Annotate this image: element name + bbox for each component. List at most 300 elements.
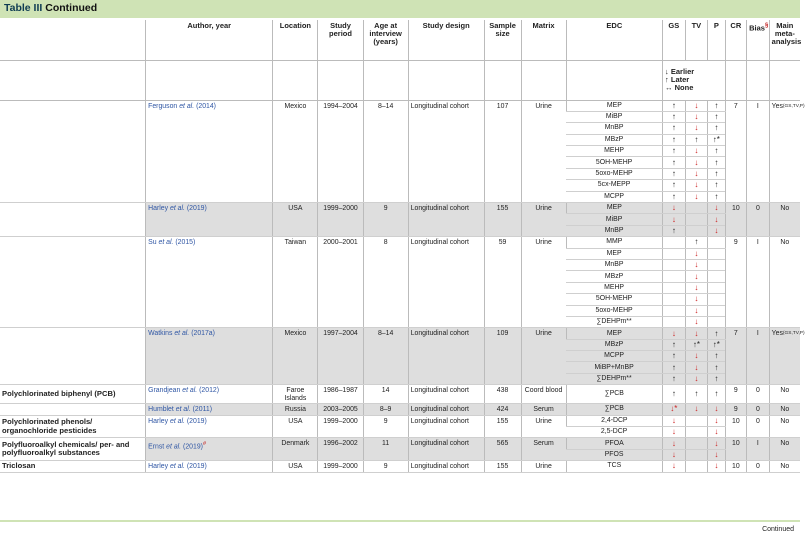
trend-arrow: ↓ <box>694 271 699 281</box>
trend-cell <box>663 305 686 316</box>
study-location: USA <box>273 415 318 438</box>
trend-arrow: ↓ <box>694 169 699 179</box>
study-age: 8–9 <box>363 404 408 415</box>
study-matrix: Urine <box>521 328 566 385</box>
trend-cell <box>663 191 686 202</box>
trend-arrow: ↓ <box>714 404 719 414</box>
edc-name: MCPP <box>566 191 662 202</box>
trend-cell <box>685 248 708 259</box>
trend-cell <box>685 362 708 373</box>
trend-arrow: ↑* <box>712 134 720 144</box>
trend-arrow: ↑ <box>671 100 676 110</box>
study-design: Longitudinal cohort <box>408 404 484 415</box>
edc-row <box>0 415 800 426</box>
study-period: 2003–2005 <box>318 404 363 415</box>
table-title <box>4 2 97 14</box>
trend-cell <box>663 339 686 350</box>
sample-size: 155 <box>484 461 521 472</box>
edc-name: PFOA <box>566 438 662 449</box>
sample-size: 565 <box>484 438 521 461</box>
meta-value: No <box>780 239 790 247</box>
edc-name: PFOS <box>566 449 662 460</box>
trend-arrow: ↓ <box>694 374 699 384</box>
trend-arrow: ↓ <box>671 461 676 471</box>
trend-cell <box>685 100 708 111</box>
trend-arrow: ↓ <box>671 450 676 460</box>
trend-cell <box>685 214 708 225</box>
header-tv: TV <box>685 20 708 60</box>
trend-arrow: ↑ <box>714 146 719 156</box>
trend-cell <box>685 461 708 472</box>
trend-cell <box>708 351 725 362</box>
cr-score: 10 <box>725 438 747 461</box>
trend-arrow: ↓ <box>694 180 699 190</box>
trend-arrow: ↑ <box>714 191 719 201</box>
sample-size: 438 <box>484 385 521 404</box>
trend-cell <box>663 111 686 122</box>
trend-cell <box>685 427 708 438</box>
trend-cell <box>685 373 708 384</box>
study-period: 1999–2000 <box>318 461 363 472</box>
trend-arrow: ↓ <box>671 438 676 448</box>
trend-cell <box>663 203 686 214</box>
edc-name: MiBP+MnBP <box>566 362 662 373</box>
legend-later: ↑ Later <box>665 75 690 84</box>
author-year: (2019) <box>186 417 207 425</box>
trend-cell <box>708 237 725 248</box>
study-design: Longitudinal cohort <box>408 203 484 237</box>
trend-cell <box>663 146 686 157</box>
edc-name: MiBP <box>566 111 662 122</box>
edc-name: MEP <box>566 100 662 111</box>
chemical-class <box>0 237 146 328</box>
edc-name: MCPP <box>566 351 662 362</box>
bias-score: I <box>747 438 770 461</box>
cr-score: 9 <box>725 237 747 328</box>
header-bias <box>747 20 770 60</box>
study-group <box>0 461 800 472</box>
edc-name: MnBP <box>566 123 662 134</box>
trend-cell <box>708 362 725 373</box>
cr-score: 10 <box>725 461 747 472</box>
trend-arrow: ↓ <box>714 214 719 224</box>
author-year: (2015) <box>175 239 196 247</box>
trend-cell <box>685 271 708 282</box>
bias-score: 0 <box>747 203 770 237</box>
bias-score: I <box>747 100 770 203</box>
trend-cell <box>685 449 708 460</box>
author-name: Humblet <box>148 406 174 414</box>
edc-row <box>0 237 800 248</box>
study-author <box>146 328 273 385</box>
author-year: (2019) <box>186 205 207 213</box>
edc-name: MBzP <box>566 339 662 350</box>
trend-arrow: ↓ <box>714 461 719 471</box>
trend-cell <box>708 203 725 214</box>
table-title-bar <box>0 0 800 18</box>
trend-cell <box>663 316 686 327</box>
study-location: Denmark <box>273 438 318 461</box>
author-etal: et al. <box>166 443 182 451</box>
author-etal: et al. <box>175 406 191 414</box>
trend-cell <box>663 385 686 404</box>
trend-cell <box>708 404 725 415</box>
meta-value: No <box>780 440 790 448</box>
header-age: Age at interview (years) <box>363 20 408 60</box>
trend-arrow: ↓ <box>714 438 719 448</box>
edc-name: 2,4-DCP <box>566 415 662 426</box>
edc-name: MnBP <box>566 259 662 270</box>
study-group <box>0 203 800 237</box>
trend-cell <box>708 191 725 202</box>
edc-row <box>0 461 800 472</box>
legend-row <box>0 60 800 100</box>
meta-value: No <box>780 463 790 471</box>
cr-score: 10 <box>725 203 747 237</box>
study-period: 2000–2001 <box>318 237 363 328</box>
trend-arrow: ↓ <box>714 203 719 213</box>
cr-score: 10 <box>725 415 747 438</box>
header-location: Location <box>273 20 318 60</box>
trend-arrow: ↓ <box>694 294 699 304</box>
chemical-class: Triclosan <box>0 461 146 472</box>
study-design: Longitudinal cohort <box>408 237 484 328</box>
edc-name: 5oxo-MEHP <box>566 305 662 316</box>
author-year: (2017a) <box>191 330 215 338</box>
trend-arrow: ↓ <box>671 415 676 425</box>
edc-name: 5cx-MEPP <box>566 180 662 191</box>
cr-score: 7 <box>725 100 747 203</box>
trend-arrow: ↓ <box>694 123 699 133</box>
study-age: 9 <box>363 415 408 438</box>
meta-value: No <box>780 417 790 425</box>
trend-arrow: ↑ <box>671 146 676 156</box>
cr-score: 9 <box>725 404 747 415</box>
edc-name: MBzP <box>566 271 662 282</box>
trend-cell <box>685 259 708 270</box>
author-name: Su <box>148 239 157 247</box>
trend-cell <box>685 316 708 327</box>
meta-analysis <box>769 415 800 438</box>
study-matrix: Urine <box>521 461 566 472</box>
trend-cell <box>663 294 686 305</box>
trend-cell <box>663 259 686 270</box>
header-period: Study period <box>318 20 363 60</box>
trend-cell <box>708 157 725 168</box>
trend-cell <box>685 123 708 134</box>
author-etal: et al. <box>179 102 195 110</box>
study-period: 1996–2002 <box>318 438 363 461</box>
trend-cell <box>708 168 725 179</box>
sample-size: 59 <box>484 237 521 328</box>
trend-cell <box>708 282 725 293</box>
author-etal: et al. <box>169 417 185 425</box>
edc-name: MEHP <box>566 146 662 157</box>
author-name: Ferguson <box>148 102 178 110</box>
trend-arrow: ↓ <box>694 157 699 167</box>
sample-size: 155 <box>484 415 521 438</box>
trend-cell <box>663 134 686 145</box>
edc-row <box>0 100 800 111</box>
study-group <box>0 404 800 415</box>
trend-cell <box>685 328 708 339</box>
trend-arrow: ↓ <box>694 404 699 414</box>
header-design: Study design <box>408 20 484 60</box>
edc-name: ∑PCB <box>566 385 662 404</box>
study-matrix: Urine <box>521 203 566 237</box>
header-bias-label: Bias <box>749 23 765 33</box>
trend-arrow: ↑ <box>714 112 719 122</box>
header-cr: CR <box>725 20 747 60</box>
study-design: Longitudinal cohort <box>408 438 484 461</box>
trend-cell <box>663 461 686 472</box>
trend-arrow: ↓ <box>694 317 699 327</box>
study-group <box>0 328 805 385</box>
study-period: 1999–2000 <box>318 415 363 438</box>
chemical-class <box>0 404 146 415</box>
header-sample-size: Sample size <box>484 20 521 60</box>
trend-arrow: ↓ <box>694 328 699 338</box>
trend-arrow: ↑ <box>671 191 676 201</box>
trend-arrow: ↓ <box>694 100 699 110</box>
trend-cell <box>663 271 686 282</box>
trend-cell <box>685 415 708 426</box>
header-author: Author, year <box>146 20 273 60</box>
chemical-class: Polychlorinated biphenyl (PCB) <box>0 385 146 404</box>
meta-analysis <box>769 461 800 472</box>
study-period: 1994–2004 <box>318 100 363 203</box>
study-design: Longitudinal cohort <box>408 385 484 404</box>
study-matrix: Serum <box>521 438 566 461</box>
trend-cell <box>708 461 725 472</box>
study-location: Mexico <box>273 100 318 203</box>
trend-arrow: ↑ <box>714 351 719 361</box>
author-etal: et al. <box>169 205 185 213</box>
trend-cell <box>685 237 708 248</box>
trend-cell <box>663 328 686 339</box>
study-group <box>0 237 800 328</box>
author-year: (2011) <box>192 406 213 414</box>
meta-analysis <box>769 237 800 328</box>
trend-cell <box>685 180 708 191</box>
meta-value: No <box>780 406 790 414</box>
edc-name: TCS <box>566 461 662 472</box>
header-bias-mark: § <box>764 23 769 29</box>
edc-name: ∑DEHPm** <box>566 373 662 384</box>
author-etal: et al. <box>174 330 190 338</box>
trend-arrow: ↑ <box>671 169 676 179</box>
trend-arrow: ↓ <box>714 415 719 425</box>
study-author <box>146 385 273 404</box>
meta-analysis <box>769 203 800 237</box>
meta-value: No <box>780 205 790 213</box>
sample-size: 155 <box>484 203 521 237</box>
trend-arrow: ↑ <box>714 389 719 399</box>
trend-cell <box>685 339 708 350</box>
trend-arrow: ↑ <box>714 328 719 338</box>
study-age: 8 <box>363 237 408 328</box>
trend-arrow: ↓ <box>671 203 676 213</box>
trend-cell <box>708 123 725 134</box>
trend-cell <box>663 449 686 460</box>
study-author <box>146 415 273 438</box>
edc-row <box>0 438 800 449</box>
study-author <box>146 438 273 461</box>
trend-cell <box>685 282 708 293</box>
meta-analysis <box>769 438 800 461</box>
trend-arrow: ↓ <box>671 214 676 224</box>
meta-analysis <box>769 404 800 415</box>
author-year: (2019) <box>186 463 207 471</box>
study-author <box>146 404 273 415</box>
study-group <box>0 385 800 404</box>
trend-arrow: ↓* <box>670 404 678 414</box>
trend-cell <box>708 259 725 270</box>
study-matrix: Urine <box>521 100 566 203</box>
trend-cell <box>663 180 686 191</box>
direction-legend <box>663 60 726 100</box>
chemical-class: Polychlorinated phenols/ organochloride pesticides <box>0 415 146 438</box>
study-matrix: Urine <box>521 237 566 328</box>
trend-cell <box>685 305 708 316</box>
trend-arrow: ↓ <box>694 362 699 372</box>
trend-cell <box>708 427 725 438</box>
trend-arrow: ↑ <box>671 123 676 133</box>
results-table <box>0 20 805 473</box>
trend-cell <box>663 282 686 293</box>
trend-arrow: ↓ <box>694 191 699 201</box>
study-age: 8–14 <box>363 328 408 385</box>
trend-cell <box>663 362 686 373</box>
author-name: Harley <box>148 205 169 213</box>
trend-arrow: ↓ <box>714 225 719 235</box>
study-group <box>0 415 800 438</box>
trend-cell <box>663 415 686 426</box>
meta-sup: (GS,TV,P) <box>782 103 805 109</box>
bottom-rule <box>0 520 800 522</box>
trend-cell <box>708 100 725 111</box>
trend-cell <box>663 427 686 438</box>
trend-cell <box>708 316 725 327</box>
trend-arrow: ↓ <box>694 146 699 156</box>
study-period: 1999–2000 <box>318 203 363 237</box>
study-matrix: Coord blood <box>521 385 566 404</box>
chemical-class <box>0 100 146 203</box>
trend-arrow: ↑ <box>671 134 676 144</box>
bias-score: 0 <box>747 461 770 472</box>
trend-arrow: ↑* <box>692 339 700 349</box>
study-author <box>146 100 273 203</box>
trend-arrow: ↑ <box>714 374 719 384</box>
cr-score: 7 <box>725 328 747 385</box>
trend-arrow: ↑ <box>714 123 719 133</box>
trend-cell <box>708 385 725 404</box>
study-age: 8–14 <box>363 100 408 203</box>
author-name: Harley <box>148 417 169 425</box>
trend-arrow: ↓ <box>671 427 676 437</box>
study-author <box>146 237 273 328</box>
study-location: USA <box>273 461 318 472</box>
study-location: USA <box>273 203 318 237</box>
trend-cell <box>708 111 725 122</box>
trend-cell <box>663 351 686 362</box>
trend-cell <box>708 271 725 282</box>
trend-cell <box>708 449 725 460</box>
trend-arrow: ↑ <box>714 100 719 110</box>
trend-cell <box>708 225 725 236</box>
author-year: (2014) <box>196 102 216 110</box>
meta-value: Yes <box>771 102 783 110</box>
chemical-class <box>0 328 146 385</box>
edc-name: ∑DEHPm** <box>566 316 662 327</box>
trend-cell <box>708 134 725 145</box>
trend-cell <box>708 305 725 316</box>
trend-cell <box>708 294 725 305</box>
study-author <box>146 203 273 237</box>
trend-cell <box>685 294 708 305</box>
author-name: Ernst <box>148 443 165 451</box>
trend-cell <box>708 146 725 157</box>
edc-row <box>0 203 800 214</box>
author-name: Watkins <box>148 330 173 338</box>
author-etal: et al. <box>182 387 198 395</box>
trend-arrow: ↓ <box>694 248 699 258</box>
trend-arrow: ↑ <box>671 112 676 122</box>
header-row <box>0 20 800 60</box>
trend-cell <box>685 203 708 214</box>
trend-arrow: ↑ <box>694 134 699 144</box>
study-design: Longitudinal cohort <box>408 328 484 385</box>
trend-arrow: ↑ <box>714 362 719 372</box>
edc-name: 5OH-MEHP <box>566 294 662 305</box>
trend-cell <box>663 248 686 259</box>
bias-score: 0 <box>747 415 770 438</box>
study-group <box>0 100 805 203</box>
sample-size: 424 <box>484 404 521 415</box>
study-location: Russia <box>273 404 318 415</box>
study-age: 9 <box>363 203 408 237</box>
meta-analysis <box>769 385 800 404</box>
legend-none: ↔ None <box>665 83 694 92</box>
trend-cell <box>663 168 686 179</box>
trend-arrow: ↑* <box>712 339 720 349</box>
edc-name: MEP <box>566 328 662 339</box>
author-name: Grandjean <box>148 387 181 395</box>
bias-score: 0 <box>747 404 770 415</box>
meta-value: No <box>780 387 790 395</box>
table-title-continued: Continued <box>45 2 98 14</box>
study-period: 1997–2004 <box>318 328 363 385</box>
trend-cell <box>663 225 686 236</box>
legend-earlier: ↓ Earlier <box>665 67 695 76</box>
edc-name: MEHP <box>566 282 662 293</box>
trend-arrow: ↑ <box>714 157 719 167</box>
sample-size: 107 <box>484 100 521 203</box>
study-period: 1986–1987 <box>318 385 363 404</box>
edc-name: ∑PCB <box>566 404 662 415</box>
trend-cell <box>708 438 725 449</box>
trend-cell <box>685 385 708 404</box>
trend-cell <box>685 351 708 362</box>
study-design: Longitudinal cohort <box>408 461 484 472</box>
trend-arrow: ↑ <box>671 157 676 167</box>
trend-cell <box>663 214 686 225</box>
study-design: Longitudinal cohort <box>408 415 484 438</box>
trend-cell <box>685 191 708 202</box>
trend-cell <box>663 100 686 111</box>
trend-arrow: ↑ <box>671 362 676 372</box>
header-gs: GS <box>663 20 686 60</box>
